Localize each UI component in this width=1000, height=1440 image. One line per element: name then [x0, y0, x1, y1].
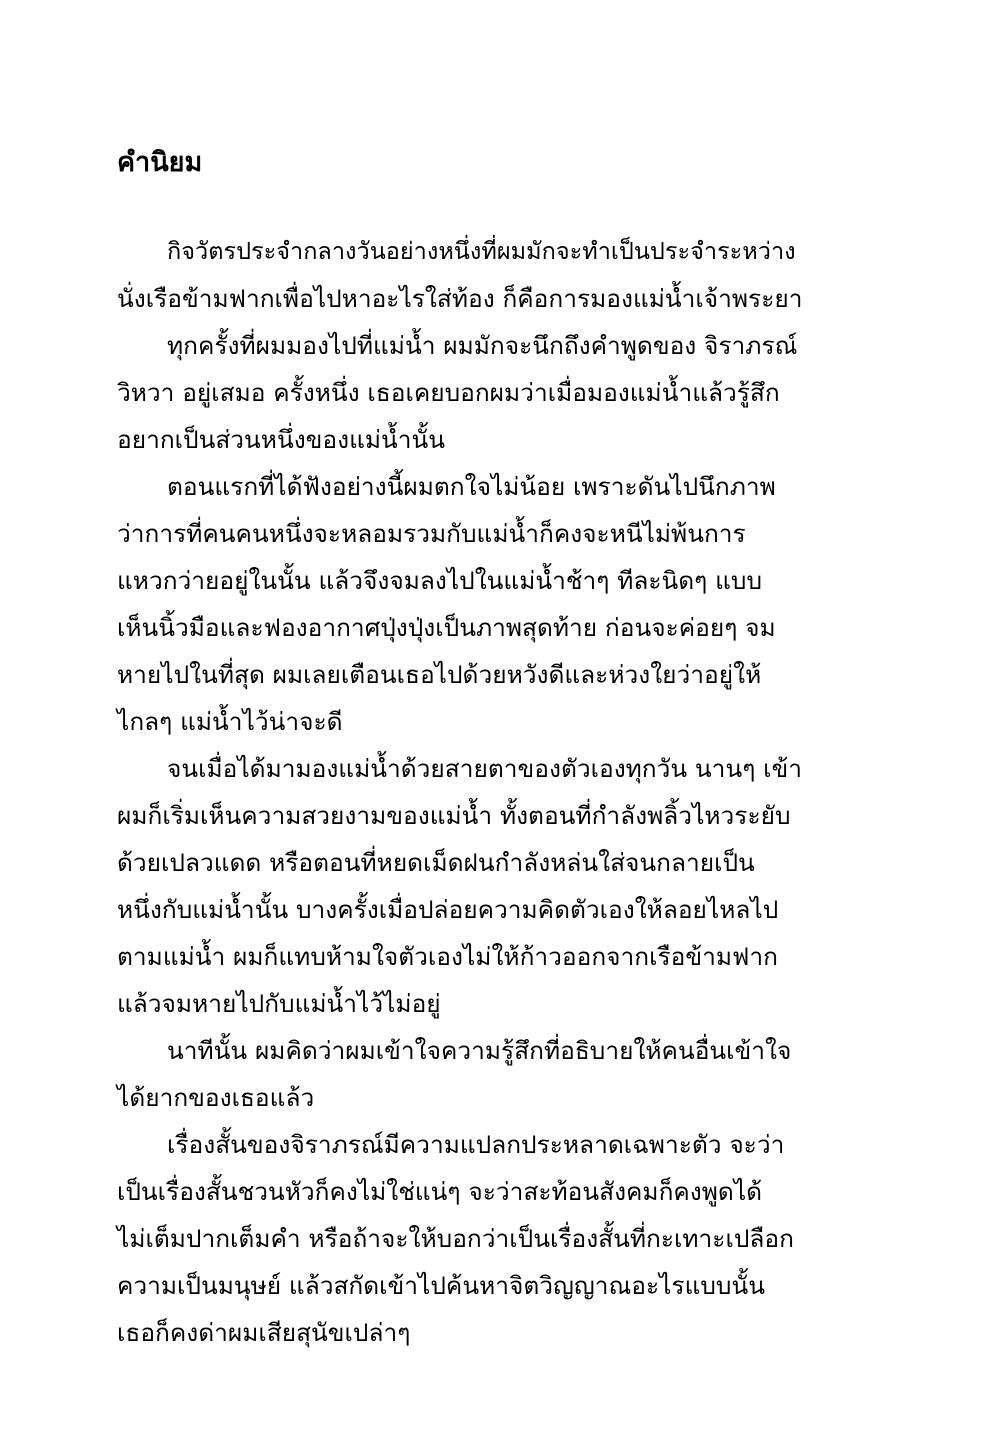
paragraph [117, 228, 807, 322]
text-line: นั่งเรือข้ามฟากเพื่อไปหาอะไรใส่ท้อง ก็คือการมองแม่น้ำเจ้าพระยา [117, 284, 803, 313]
text-line: วิหวา อยู่เสมอ ครั้งหนึ่ง เธอเคยบอกผมว่าเมื่อมองแม่น้ำแล้วรู้สึก [117, 378, 780, 407]
text-line: เห็นนิ้วมือและฟองอากาศปุ่งปุ่งเป็นภาพสุดท้าย ก่อนจะค่อยๆ จม [117, 613, 776, 642]
text-line: ได้ยากของเธอแล้ว [117, 1083, 315, 1112]
paragraph [117, 1027, 807, 1121]
paragraph [117, 1121, 807, 1356]
text-line: ผมก็เริ่มเห็นความสวยงามของแม่น้ำ ทั้งตอนที่กำลังพลิ้วไหวระยับ [117, 801, 791, 830]
text-line: นาทีนั้น ผมคิดว่าผมเข้าใจความรู้สึกที่อธิบายให้คนอื่นเข้าใจ [167, 1036, 792, 1065]
body-text [117, 228, 807, 1356]
text-line: ตอนแรกที่ได้ฟังอย่างนี้ผมตกใจไม่น้อย เพราะดันไปนึกภาพ [167, 472, 776, 501]
paragraph [117, 463, 807, 745]
text-line: เธอก็คงด่าผมเสียสุนัขเปล่าๆ [117, 1318, 411, 1347]
text-line: ไกลๆ แม่น้ำไว้น่าจะดี [117, 707, 343, 736]
text-line: อยากเป็นส่วนหนึ่งของแม่น้ำนั้น [117, 425, 446, 454]
page-title: คำนิยม [117, 147, 203, 178]
text-line: หายไปในที่สุด ผมเลยเตือนเธอไปด้วยหวังดีและห่วงใยว่าอยู่ให้ [117, 660, 762, 689]
text-line: ทุกครั้งที่ผมมองไปที่แม่น้ำ ผมมักจะนึกถึงคำพูดของ จิราภรณ์ [167, 331, 798, 360]
text-line: กิจวัตรประจำกลางวันอย่างหนึ่งที่ผมมักจะทำเป็นประจำระหว่าง [167, 237, 796, 265]
text-line: ไม่เต็มปากเต็มคำ หรือถ้าจะให้บอกว่าเป็นเรื่องสั้นที่กะเทาะเปลือก [117, 1224, 794, 1253]
text-line: ความเป็นมนุษย์ แล้วสกัดเข้าไปค้นหาจิตวิญญาณอะไรแบบนั้น [117, 1271, 765, 1300]
text-line: ด้วยเปลวแดด หรือตอนที่หยดเม็ดฝนกำลังหล่นใส่จนกลายเป็น [117, 848, 755, 877]
paragraph [117, 322, 807, 463]
text-line: ว่าการที่คนคนหนึ่งจะหลอมรวมกับแม่น้ำก็คงจะหนีไม่พ้นการ [117, 519, 746, 548]
text-line: เรื่องสั้นของจิราภรณ์มีความแปลกประหลาดเฉพาะตัว จะว่า [167, 1130, 785, 1159]
text-line: หนึ่งกับแม่น้ำนั้น บางครั้งเมื่อปล่อยความคิดตัวเองให้ลอยไหลไป [117, 895, 779, 924]
text-line: จนเมื่อได้มามองแม่น้ำด้วยสายตาของตัวเองทุกวัน นานๆ เข้า [167, 754, 803, 783]
text-line: เป็นเรื่องสั้นชวนหัวก็คงไม่ใช่แน่ๆ จะว่าสะท้อนสังคมก็คงพูดได้ [117, 1177, 763, 1206]
text-line: แล้วจมหายไปกับแม่น้ำไว้ไม่อยู่ [117, 989, 441, 1018]
text-line: แหวกว่ายอยู่ในนั้น แล้วจึงจมลงไปในแม่น้ำช้าๆ ทีละนิดๆ แบบ [117, 566, 763, 595]
text-line: ตามแม่น้ำ ผมก็แทบห้ามใจตัวเองไม่ให้ก้าวออกจากเรือข้ามฟาก [117, 942, 778, 971]
paragraph [117, 745, 807, 1027]
